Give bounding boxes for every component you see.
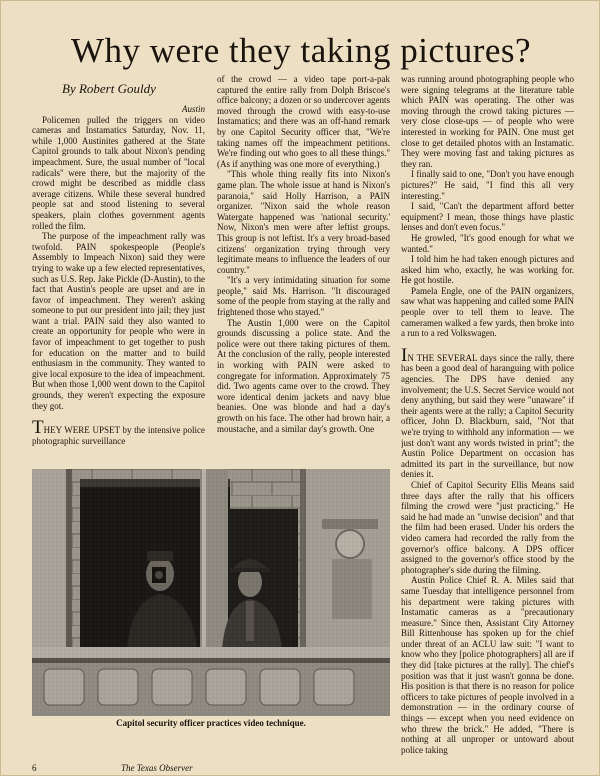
paragraph: Pamela Engle, one of the PAIN organizers, saw what was happening and called some PAIN people over to tell them to leave. The cameramen walked a few yards, then broke into a run to a red Volkswagen. bbox=[401, 285, 574, 339]
photo-caption: Capitol security officer practices video technique. bbox=[116, 718, 306, 728]
paragraph: The purpose of the impeachment rally was twofold. PAIN spokespeople (People's Assembly to Impeach Nixon) said they were trying to wake up a few elected representatives, such as U.S. Rep. Jake Pickle (D-Austin), to the fact that Austin's people are upset and are in favor of impeachment. They weren't asking someone to put our president into jail; they just want a trial. PAIN said they also wanted to create an opportunity for people who were in favor of impeachment to get together to push for education on the matter and to build enthusiasm in the community. They wanted to give local exposure to the idea of impeachment. But when those 1,000 went down to the Capitol grounds, they weren't expecting the exposure they got. bbox=[32, 231, 205, 411]
byline: By Robert Gouldy bbox=[62, 81, 156, 96]
paragraph: "This whole thing really fits into Nixon's game plan. The whole issue at hand is Nixon's paranoia," said Holly Harrison, a PAIN organizer. "Nixon said the whole reason Watergate happened was 'national security.' Now, Nixon's men were after leftist groups. This group is not leftist. It's a very broad-based citizens' organization trying through very legitimate means to influence the leaders of our country." bbox=[217, 169, 390, 275]
paragraph-text: by the intensive police photographic surveillance bbox=[32, 425, 205, 446]
paragraph-text: days since the rally, there has been a good deal of haranguing with police agencies. The DPS have denied any involvement; the U.S. Secret Service would not deny anything, but said they were "unaware" if their agents were at the rally; a Capitol Security officer, John D. Blackburn, said, "Not that we're trying to withhold any information — we just don't want any words twisted in print"; the Austin Police Department on occasion has admitted its part in the surveillance, but now denies it. bbox=[401, 352, 574, 480]
page-number: 6 bbox=[32, 763, 37, 773]
news-photo bbox=[32, 469, 390, 716]
article-column-1 bbox=[32, 81, 205, 467]
publication-name: The Texas Observer bbox=[121, 763, 193, 773]
paragraph: I said, "Can't the department afford better equipment? I mean, those things have plastic lenses and don't even focus." bbox=[401, 201, 574, 233]
dateline: Austin bbox=[181, 104, 205, 114]
article-column-2 bbox=[217, 74, 390, 462]
paragraph: Policemen pulled the triggers on video cameras and Instamatics Saturday, Nov. 11, while 1,000 Austinites gathered at the State Capitol grounds to talk about Nixon's pending impeachment. Sure, the usual number of "local radicals" were there, but the majority of the crowd might be described as middle class average citizens. While these several hundred people sat and stood listening to several speakers, plain clothes government agents rolled the film. bbox=[32, 114, 205, 231]
article-column-3 bbox=[401, 74, 574, 774]
paragraph: I told him he had taken enough pictures and asked him who, exactly, he was working for. He got hostile. bbox=[401, 254, 574, 286]
paragraph: was running around photographing people who were signing telegrams at the literature table which PAIN was operating. The other was moving through the crowd taking pictures — very close close-ups — of people who were interested in working for PAIN. One must get close to get detailed photos with an Instamatic. They were moving fast and taking pictures as they ran. bbox=[401, 74, 574, 169]
paragraph: "It's a very intimidating situation for some people," said Ms. Harrison. "It discouraged some of the people from staying at the rally and frightened those who stayed." bbox=[217, 275, 390, 318]
drop-cap: I bbox=[401, 344, 408, 366]
paragraph: I finally said to one, "Don't you have enough pictures?" He said, "I find this all very interesting." bbox=[401, 169, 574, 201]
photo-illustration bbox=[32, 469, 390, 716]
drop-cap: T bbox=[32, 417, 44, 439]
section-opening-paragraph bbox=[401, 344, 574, 480]
paragraph: of the crowd — a video tape port-a-pak captured the entire rally from Dolph Briscoe's office balcony; a dozen or so undercover agents moved through the crowd with easy-to-use Instamatics; and there was an off-hand remark by one Capitol Security officer that, "We're taking names off the impeachment petitions. We're finding out who goes to all these things." (As if anything was one more of everything.) bbox=[217, 74, 390, 169]
lead-in-caps: HEY WERE UPSET bbox=[43, 425, 120, 436]
headline: Why were they taking pictures? bbox=[70, 31, 532, 70]
section-opening-paragraph bbox=[32, 417, 205, 446]
paragraph: The Austin 1,000 were on the Capitol grounds discussing a police state. And the police were out there taking pictures of them. At the conclusion of the rally, people interested in working with PAIN were asked to congregate for information. Approximately 75 did. Two agents came over to the crowd. They wore identical denim jackets and navy blue beanies. One was blonde and had a day's growth on his face. The other had brown hair, a moustache, and a similar day's growth. One bbox=[217, 317, 390, 434]
paragraph: He growled, "It's good enough for what we wanted." bbox=[401, 232, 574, 254]
paragraph: Austin Police Chief R. A. Miles said that same Tuesday that intelligence personnel from his department were taking pictures with Instamatic cameras as a "precautionary measure." Since then, Assistant City Attorney Bill Rittenhouse has spoken up for the chief under threat of an ACLU law suit: "I want to know who they [police photographers] all are if they did [take pictures at the rally]. The chief's position was that it just wasn't gonna be done. His position is that there is no reason for police officers to take pictures of people involved in a demonstration — in the ordinary course of things — except when you need evidence on who threw the brick." He added, "There is nothing at all unproper or untoward about police taking bbox=[401, 575, 574, 755]
paragraph: Chief of Capitol Security Ellis Means said three days after the rally that his officers filming the crowd were "just practicing." He said he had made an "unwise decision" and that the film had been erased. Under his orders the video camera had recorded the rally from the governor's office balcony. A DPS officer assigned to the governor's office stood by the photographer's side during the filming. bbox=[401, 479, 574, 575]
lead-in-caps: N THE SEVERAL bbox=[407, 352, 478, 363]
